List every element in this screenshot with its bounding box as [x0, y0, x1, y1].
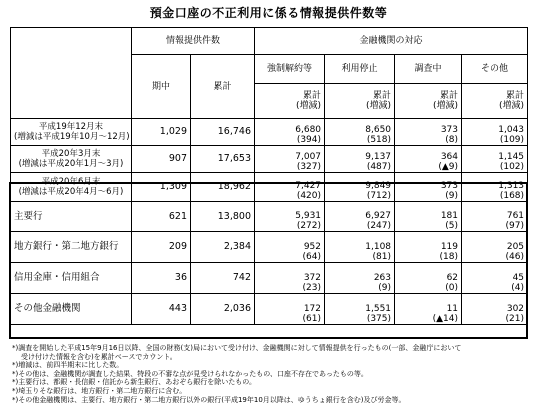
cell-forced: 172 (61) — [255, 294, 325, 325]
footnote: *)その他金融機関は、主要行、地方銀行・第二地方銀行以外の銀行(平成19年10月以降は、ゆうちょ銀行を含む)及び労金等。 — [12, 395, 406, 404]
table-row — [11, 294, 528, 325]
row-label-other-institutions: その他金融機関 — [11, 294, 132, 325]
footnote: *)増減は、前四半期末に比した数。 — [12, 361, 124, 370]
cell-cumulative: 742 — [191, 263, 255, 294]
statistics-table — [10, 27, 528, 325]
footnotes — [12, 344, 532, 404]
header-response: 金融機関の対応 — [255, 28, 528, 55]
cell-other: 1,313 (168) — [462, 173, 528, 202]
cell-investigating: 181 (5) — [395, 202, 462, 232]
cell-forced: 6,680 (394) — [255, 119, 325, 146]
footnote: *)主要行は、都銀・長信銀・信託から新生銀行、あおぞら銀行を除いたもの。 — [12, 378, 256, 387]
cell-other: 1,043 (109) — [462, 119, 528, 146]
cell-period: 36 — [132, 263, 191, 294]
cell-forced: 5,931 (272) — [255, 202, 325, 232]
cell-suspended: 9,849 (712) — [325, 173, 395, 202]
row-label-major-banks: 主要行 — [11, 202, 132, 232]
cell-other: 205 (46) — [462, 232, 528, 263]
header-info-count: 情報提供件数 — [132, 28, 255, 55]
header-investigating: 調査中 — [395, 55, 462, 84]
cell-suspended: 1,551 (375) — [325, 294, 395, 325]
cell-period: 1,309 — [132, 173, 191, 202]
cell-period: 907 — [132, 146, 191, 173]
footnote: *)その他は、金融機関が調査した結果、特段の不審な点が見受けられなかったもの、口座不存在であったもの等。 — [12, 369, 368, 378]
cell-other: 302 (21) — [462, 294, 528, 325]
header-other: その他 — [462, 55, 528, 84]
cell-cumulative: 2,036 — [191, 294, 255, 325]
cell-suspended: 263 (9) — [325, 263, 395, 294]
cell-suspended: 8,650 (518) — [325, 119, 395, 146]
header-forced-cancel: 強制解約等 — [255, 55, 325, 84]
table-row — [11, 202, 528, 232]
cell-cumulative: 18,962 — [191, 173, 255, 202]
header-cum-change: 累計 (増減) — [395, 84, 462, 119]
cell-investigating: 11 (▲14) — [395, 294, 462, 325]
cell-other: 1,145 (102) — [462, 146, 528, 173]
table-row — [11, 263, 528, 294]
cell-forced: 7,427 (420) — [255, 173, 325, 202]
header-cum-change: 累計 (増減) — [462, 84, 528, 119]
row-label-regional-banks: 地方銀行・第二地方銀行 — [11, 232, 132, 263]
cell-period: 209 — [132, 232, 191, 263]
cell-period: 443 — [132, 294, 191, 325]
footnote: *)調査を開始した平成15年9月16日以降、全国の財務(支)局において受け付け、金融機関に対して情報提供を行ったもの(一部、金融庁において — [12, 344, 462, 352]
cell-other: 45 (4) — [462, 263, 528, 294]
cell-forced: 7,007 (327) — [255, 146, 325, 173]
cell-period: 1,029 — [132, 119, 191, 146]
footnote: 受け付けた情報を含む)を累計ベースでカウント。 — [21, 352, 177, 361]
cell-cumulative: 17,653 — [191, 146, 255, 173]
page-title: 預金口座の不正利用に係る情報提供件数等 — [149, 6, 388, 20]
cell-suspended: 9,137 (487) — [325, 146, 395, 173]
cell-forced: 952 (64) — [255, 232, 325, 263]
cell-cumulative: 13,800 — [191, 202, 255, 232]
header-corner-cell — [11, 28, 132, 119]
cell-investigating: 364 (▲9) — [395, 146, 462, 173]
cell-other: 761 (97) — [462, 202, 528, 232]
statistics-table-wrapper — [10, 27, 527, 341]
cell-suspended: 6,927 (247) — [325, 202, 395, 232]
table-row — [11, 173, 528, 202]
header-cum-change: 累計 (増減) — [325, 84, 395, 119]
cell-investigating: 373 (9) — [395, 173, 462, 202]
table-row — [11, 232, 528, 263]
row-label: 平成20年3月末 (増減は平成20年1月～3月) — [11, 146, 132, 173]
header-cum-change: 累計 (増減) — [255, 84, 325, 119]
cell-cumulative: 2,384 — [191, 232, 255, 263]
header-period: 期中 — [132, 55, 191, 119]
cell-investigating: 62 (0) — [395, 263, 462, 294]
cell-cumulative: 16,746 — [191, 119, 255, 146]
footnote: *)埼玉りそな銀行は、地方銀行・第二地方銀行に含む。 — [12, 386, 187, 395]
cell-investigating: 373 (8) — [395, 119, 462, 146]
row-label-credit-unions: 信用金庫・信用組合 — [11, 263, 132, 294]
row-label: 平成20年6月末 (増減は平成20年4月～6月) — [11, 173, 132, 202]
row-label: 平成19年12月末 (増減は平成19年10月～12月) — [11, 119, 132, 146]
cell-period: 621 — [132, 202, 191, 232]
cell-forced: 372 (23) — [255, 263, 325, 294]
cell-investigating: 119 (18) — [395, 232, 462, 263]
header-cumulative: 累計 — [191, 55, 255, 119]
table-row — [11, 119, 528, 146]
table-row — [11, 146, 528, 173]
cell-suspended: 1,108 (81) — [325, 232, 395, 263]
header-suspended: 利用停止 — [325, 55, 395, 84]
